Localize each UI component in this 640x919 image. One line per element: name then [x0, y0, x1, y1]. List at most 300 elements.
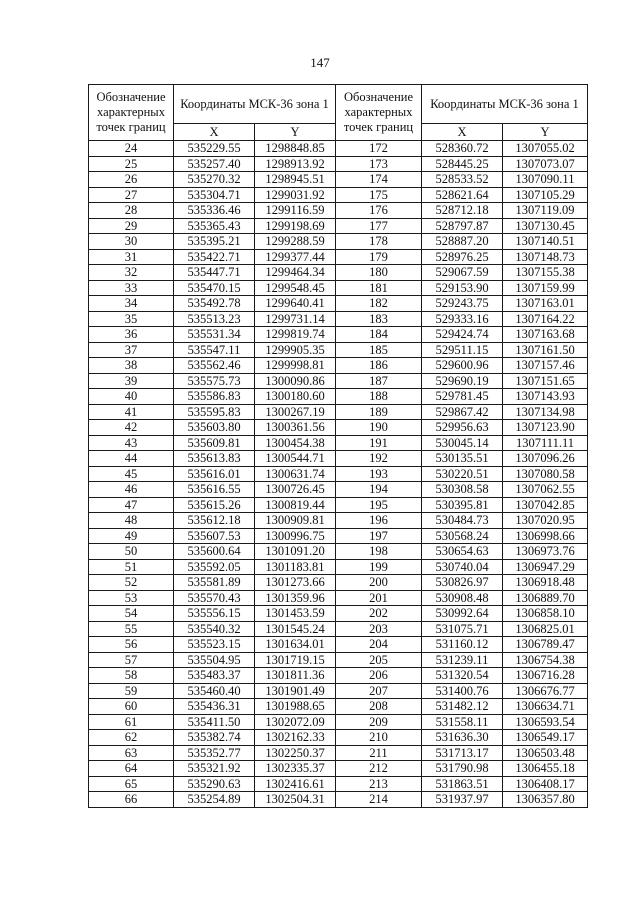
- table-row: [89, 172, 588, 188]
- cell-x-left: 535616.01: [174, 466, 255, 482]
- cell-point-left: 56: [89, 637, 174, 653]
- cell-point-left: 46: [89, 482, 174, 498]
- cell-point-right: 202: [336, 606, 422, 622]
- cell-point-left: 66: [89, 792, 174, 808]
- cell-x-left: 535382.74: [174, 730, 255, 746]
- cell-y-left: 1299905.35: [255, 342, 336, 358]
- cell-x-left: 535504.95: [174, 652, 255, 668]
- cell-y-right: 1307055.02: [503, 141, 588, 157]
- cell-x-left: 535609.81: [174, 435, 255, 451]
- cell-x-left: 535562.46: [174, 358, 255, 374]
- cell-point-left: 49: [89, 528, 174, 544]
- table-row: [89, 559, 588, 575]
- cell-point-left: 60: [89, 699, 174, 715]
- cell-x-right: 528445.25: [422, 156, 503, 172]
- cell-point-right: 196: [336, 513, 422, 529]
- cell-point-left: 62: [89, 730, 174, 746]
- cell-y-left: 1299819.74: [255, 327, 336, 343]
- cell-point-right: 205: [336, 652, 422, 668]
- cell-y-right: 1306634.71: [503, 699, 588, 715]
- cell-point-left: 24: [89, 141, 174, 157]
- cell-point-right: 192: [336, 451, 422, 467]
- cell-x-left: 535547.11: [174, 342, 255, 358]
- cell-point-left: 29: [89, 218, 174, 234]
- table-row: [89, 637, 588, 653]
- cell-y-right: 1306455.18: [503, 761, 588, 777]
- cell-y-right: 1307159.99: [503, 280, 588, 296]
- cell-y-right: 1307164.22: [503, 311, 588, 327]
- cell-y-left: 1302162.33: [255, 730, 336, 746]
- table-row: [89, 280, 588, 296]
- cell-x-right: 529867.42: [422, 404, 503, 420]
- cell-y-left: 1298945.51: [255, 172, 336, 188]
- table-row: [89, 358, 588, 374]
- cell-x-left: 535612.18: [174, 513, 255, 529]
- cell-x-right: 528712.18: [422, 203, 503, 219]
- cell-point-left: 51: [89, 559, 174, 575]
- cell-x-left: 535436.31: [174, 699, 255, 715]
- cell-x-left: 535540.32: [174, 621, 255, 637]
- cell-y-left: 1299998.81: [255, 358, 336, 374]
- cell-point-right: 175: [336, 187, 422, 203]
- cell-x-left: 535570.43: [174, 590, 255, 606]
- cell-y-left: 1300726.45: [255, 482, 336, 498]
- cell-x-right: 530654.63: [422, 544, 503, 560]
- cell-y-right: 1307105.29: [503, 187, 588, 203]
- table-row: [89, 482, 588, 498]
- cell-point-right: 179: [336, 249, 422, 265]
- cell-x-left: 535483.37: [174, 668, 255, 684]
- cell-x-left: 535613.83: [174, 451, 255, 467]
- cell-point-left: 37: [89, 342, 174, 358]
- cell-y-right: 1307096.26: [503, 451, 588, 467]
- cell-x-right: 529956.63: [422, 420, 503, 436]
- table-row: [89, 311, 588, 327]
- cell-y-left: 1299288.59: [255, 234, 336, 250]
- table-row: [89, 761, 588, 777]
- table-row: [89, 420, 588, 436]
- cell-point-right: 190: [336, 420, 422, 436]
- cell-y-right: 1307042.85: [503, 497, 588, 513]
- cell-point-right: 183: [336, 311, 422, 327]
- cell-x-right: 531713.17: [422, 745, 503, 761]
- cell-y-left: 1300180.60: [255, 389, 336, 405]
- cell-point-right: 211: [336, 745, 422, 761]
- table-row: [89, 730, 588, 746]
- cell-y-left: 1302250.37: [255, 745, 336, 761]
- cell-y-left: 1300267.19: [255, 404, 336, 420]
- cell-y-right: 1306716.28: [503, 668, 588, 684]
- cell-x-right: 531320.54: [422, 668, 503, 684]
- cell-y-right: 1306754.38: [503, 652, 588, 668]
- cell-x-left: 535395.21: [174, 234, 255, 250]
- coords-group-header-right: Координаты МСК-36 зона 1: [422, 85, 588, 124]
- table-row: [89, 497, 588, 513]
- cell-x-right: 531239.11: [422, 652, 503, 668]
- cell-point-right: 214: [336, 792, 422, 808]
- page-number: 147: [310, 55, 330, 70]
- cell-y-right: 1307020.95: [503, 513, 588, 529]
- cell-y-right: 1306503.48: [503, 745, 588, 761]
- table-row: [89, 699, 588, 715]
- cell-y-left: 1301634.01: [255, 637, 336, 653]
- cell-x-right: 530220.51: [422, 466, 503, 482]
- table-row: [89, 590, 588, 606]
- cell-x-left: 535607.53: [174, 528, 255, 544]
- cell-y-left: 1299640.41: [255, 296, 336, 312]
- cell-y-left: 1302072.09: [255, 714, 336, 730]
- cell-x-left: 535523.15: [174, 637, 255, 653]
- cell-y-right: 1307130.45: [503, 218, 588, 234]
- cell-point-right: 187: [336, 373, 422, 389]
- cell-point-right: 209: [336, 714, 422, 730]
- cell-y-right: 1307148.73: [503, 249, 588, 265]
- table-row: [89, 203, 588, 219]
- cell-x-left: 535254.89: [174, 792, 255, 808]
- table-row: [89, 404, 588, 420]
- cell-point-left: 44: [89, 451, 174, 467]
- cell-point-left: 43: [89, 435, 174, 451]
- table-row: [89, 652, 588, 668]
- cell-point-right: 199: [336, 559, 422, 575]
- cell-point-left: 36: [89, 327, 174, 343]
- cell-y-right: 1307073.07: [503, 156, 588, 172]
- cell-y-right: 1306918.48: [503, 575, 588, 591]
- cell-point-right: 177: [336, 218, 422, 234]
- cell-x-left: 535304.71: [174, 187, 255, 203]
- cell-x-right: 531636.30: [422, 730, 503, 746]
- cell-point-left: 54: [89, 606, 174, 622]
- cell-x-right: 531075.71: [422, 621, 503, 637]
- cell-x-right: 529600.96: [422, 358, 503, 374]
- cell-point-left: 25: [89, 156, 174, 172]
- cell-point-right: 213: [336, 776, 422, 792]
- cell-point-left: 53: [89, 590, 174, 606]
- cell-point-right: 188: [336, 389, 422, 405]
- cell-point-left: 65: [89, 776, 174, 792]
- cell-point-left: 48: [89, 513, 174, 529]
- cell-x-right: 529067.59: [422, 265, 503, 281]
- cell-point-right: 194: [336, 482, 422, 498]
- cell-y-right: 1307143.93: [503, 389, 588, 405]
- cell-point-right: 189: [336, 404, 422, 420]
- cell-x-right: 531482.12: [422, 699, 503, 715]
- cell-y-left: 1301545.24: [255, 621, 336, 637]
- cell-x-right: 528887.20: [422, 234, 503, 250]
- cell-y-left: 1301091.20: [255, 544, 336, 560]
- cell-y-left: 1302335.37: [255, 761, 336, 777]
- cell-y-right: 1307140.51: [503, 234, 588, 250]
- cell-point-right: 212: [336, 761, 422, 777]
- cell-point-right: 172: [336, 141, 422, 157]
- cell-point-right: 204: [336, 637, 422, 653]
- cell-y-left: 1302416.61: [255, 776, 336, 792]
- y-header-right: Y: [503, 124, 588, 141]
- cell-x-left: 535229.55: [174, 141, 255, 157]
- cell-point-right: 181: [336, 280, 422, 296]
- cell-point-right: 210: [336, 730, 422, 746]
- cell-x-left: 535586.83: [174, 389, 255, 405]
- cell-x-right: 531790.98: [422, 761, 503, 777]
- table-row: [89, 792, 588, 808]
- cell-y-left: 1300090.86: [255, 373, 336, 389]
- cell-y-left: 1301811.36: [255, 668, 336, 684]
- table-row: [89, 621, 588, 637]
- cell-x-right: 528797.87: [422, 218, 503, 234]
- cell-point-right: 182: [336, 296, 422, 312]
- cell-point-right: 201: [336, 590, 422, 606]
- cell-x-left: 535352.77: [174, 745, 255, 761]
- cell-point-left: 38: [89, 358, 174, 374]
- cell-y-right: 1307119.09: [503, 203, 588, 219]
- cell-x-left: 535270.32: [174, 172, 255, 188]
- cell-x-right: 528533.52: [422, 172, 503, 188]
- table-row: [89, 296, 588, 312]
- cell-point-left: 31: [89, 249, 174, 265]
- cell-x-left: 535603.80: [174, 420, 255, 436]
- table-row: [89, 435, 588, 451]
- table-row: [89, 218, 588, 234]
- cell-point-left: 30: [89, 234, 174, 250]
- cell-y-right: 1306947.29: [503, 559, 588, 575]
- cell-x-left: 535336.46: [174, 203, 255, 219]
- cell-point-right: 207: [336, 683, 422, 699]
- cell-x-right: 531400.76: [422, 683, 503, 699]
- cell-y-left: 1301988.65: [255, 699, 336, 715]
- cell-point-left: 52: [89, 575, 174, 591]
- cell-y-right: 1306789.47: [503, 637, 588, 653]
- cell-x-right: 529511.15: [422, 342, 503, 358]
- cell-x-left: 535531.34: [174, 327, 255, 343]
- cell-x-right: 530308.58: [422, 482, 503, 498]
- point-designation-header-right: Обозначение характерных точек границ: [336, 85, 422, 141]
- cell-y-right: 1307155.38: [503, 265, 588, 281]
- cell-y-right: 1307151.65: [503, 373, 588, 389]
- cell-y-left: 1302504.31: [255, 792, 336, 808]
- cell-point-left: 45: [89, 466, 174, 482]
- cell-x-right: 530395.81: [422, 497, 503, 513]
- cell-x-right: 529153.90: [422, 280, 503, 296]
- cell-y-left: 1298913.92: [255, 156, 336, 172]
- cell-x-left: 535556.15: [174, 606, 255, 622]
- cell-point-left: 63: [89, 745, 174, 761]
- cell-y-right: 1306549.17: [503, 730, 588, 746]
- table-row: [89, 528, 588, 544]
- cell-point-left: 26: [89, 172, 174, 188]
- cell-y-right: 1307080.58: [503, 466, 588, 482]
- table-row: [89, 249, 588, 265]
- cell-y-left: 1301901.49: [255, 683, 336, 699]
- cell-point-right: 186: [336, 358, 422, 374]
- cell-x-right: 530568.24: [422, 528, 503, 544]
- cell-x-right: 529781.45: [422, 389, 503, 405]
- cell-x-right: 531558.11: [422, 714, 503, 730]
- table-row: [89, 776, 588, 792]
- x-header-left: X: [174, 124, 255, 141]
- cell-x-right: 528360.72: [422, 141, 503, 157]
- cell-x-right: 529243.75: [422, 296, 503, 312]
- cell-y-left: 1299464.34: [255, 265, 336, 281]
- cell-point-right: 178: [336, 234, 422, 250]
- cell-y-right: 1306825.01: [503, 621, 588, 637]
- cell-x-left: 535460.40: [174, 683, 255, 699]
- cell-x-left: 535600.64: [174, 544, 255, 560]
- cell-y-left: 1301183.81: [255, 559, 336, 575]
- cell-y-right: 1307123.90: [503, 420, 588, 436]
- table-row: [89, 265, 588, 281]
- cell-x-left: 535492.78: [174, 296, 255, 312]
- cell-y-left: 1300361.56: [255, 420, 336, 436]
- cell-y-left: 1301359.96: [255, 590, 336, 606]
- table-row: [89, 342, 588, 358]
- cell-x-left: 535575.73: [174, 373, 255, 389]
- cell-point-right: 180: [336, 265, 422, 281]
- cell-y-left: 1299731.14: [255, 311, 336, 327]
- cell-y-right: 1306357.80: [503, 792, 588, 808]
- cell-point-right: 206: [336, 668, 422, 684]
- cell-x-right: 528621.64: [422, 187, 503, 203]
- cell-x-left: 535411.50: [174, 714, 255, 730]
- cell-x-right: 531937.97: [422, 792, 503, 808]
- cell-y-right: 1306676.77: [503, 683, 588, 699]
- cell-point-left: 61: [89, 714, 174, 730]
- cell-point-right: 176: [336, 203, 422, 219]
- cell-y-right: 1307062.55: [503, 482, 588, 498]
- y-header-left: Y: [255, 124, 336, 141]
- cell-y-right: 1306973.76: [503, 544, 588, 560]
- cell-y-right: 1307163.68: [503, 327, 588, 343]
- cell-y-left: 1298848.85: [255, 141, 336, 157]
- cell-y-left: 1300819.44: [255, 497, 336, 513]
- table-row: [89, 745, 588, 761]
- cell-y-left: 1299031.92: [255, 187, 336, 203]
- cell-x-left: 535422.71: [174, 249, 255, 265]
- table-row: [89, 327, 588, 343]
- cell-point-left: 27: [89, 187, 174, 203]
- cell-y-left: 1300544.71: [255, 451, 336, 467]
- cell-y-right: 1307161.50: [503, 342, 588, 358]
- table-row: [89, 714, 588, 730]
- cell-point-right: 193: [336, 466, 422, 482]
- cell-point-left: 35: [89, 311, 174, 327]
- cell-x-left: 535470.15: [174, 280, 255, 296]
- cell-y-right: 1306408.17: [503, 776, 588, 792]
- cell-y-right: 1307163.01: [503, 296, 588, 312]
- cell-y-left: 1301273.66: [255, 575, 336, 591]
- cell-point-right: 203: [336, 621, 422, 637]
- cell-x-right: 530992.64: [422, 606, 503, 622]
- cell-x-left: 535290.63: [174, 776, 255, 792]
- cell-x-right: 529333.16: [422, 311, 503, 327]
- cell-x-right: 530135.51: [422, 451, 503, 467]
- cell-point-left: 32: [89, 265, 174, 281]
- cell-point-right: 198: [336, 544, 422, 560]
- table-row: [89, 606, 588, 622]
- table-row: [89, 187, 588, 203]
- cell-point-right: 173: [336, 156, 422, 172]
- cell-x-right: 530740.04: [422, 559, 503, 575]
- table-row: [89, 683, 588, 699]
- x-header-right: X: [422, 124, 503, 141]
- cell-point-left: 59: [89, 683, 174, 699]
- table-row: [89, 451, 588, 467]
- cell-y-right: 1306998.66: [503, 528, 588, 544]
- cell-y-left: 1300631.74: [255, 466, 336, 482]
- cell-x-right: 531863.51: [422, 776, 503, 792]
- cell-y-right: 1307157.46: [503, 358, 588, 374]
- table-row: [89, 466, 588, 482]
- cell-point-left: 42: [89, 420, 174, 436]
- table-row: [89, 668, 588, 684]
- cell-y-left: 1300454.38: [255, 435, 336, 451]
- cell-y-right: 1306858.10: [503, 606, 588, 622]
- cell-x-left: 535581.89: [174, 575, 255, 591]
- cell-x-left: 535257.40: [174, 156, 255, 172]
- cell-x-left: 535447.71: [174, 265, 255, 281]
- cell-x-left: 535365.43: [174, 218, 255, 234]
- cell-point-left: 57: [89, 652, 174, 668]
- cell-x-right: 530908.48: [422, 590, 503, 606]
- cell-y-right: 1307090.11: [503, 172, 588, 188]
- table-row: [89, 544, 588, 560]
- cell-point-left: 64: [89, 761, 174, 777]
- cell-x-right: 531160.12: [422, 637, 503, 653]
- cell-y-left: 1299116.59: [255, 203, 336, 219]
- cell-y-left: 1299198.69: [255, 218, 336, 234]
- table-row: [89, 156, 588, 172]
- coords-group-header-left: Координаты МСК-36 зона 1: [174, 85, 336, 124]
- cell-point-right: 195: [336, 497, 422, 513]
- table-row: [89, 389, 588, 405]
- cell-x-right: 528976.25: [422, 249, 503, 265]
- cell-y-right: 1307134.98: [503, 404, 588, 420]
- cell-x-right: 530045.14: [422, 435, 503, 451]
- cell-y-left: 1301719.15: [255, 652, 336, 668]
- cell-x-right: 530484.73: [422, 513, 503, 529]
- point-designation-header-left: Обозначение характерных точек границ: [89, 85, 174, 141]
- cell-point-left: 34: [89, 296, 174, 312]
- cell-point-left: 41: [89, 404, 174, 420]
- table-body: [89, 141, 588, 808]
- cell-x-left: 535592.05: [174, 559, 255, 575]
- cell-point-right: 197: [336, 528, 422, 544]
- cell-x-right: 529690.19: [422, 373, 503, 389]
- cell-point-left: 47: [89, 497, 174, 513]
- cell-x-left: 535321.92: [174, 761, 255, 777]
- table-row: [89, 141, 588, 157]
- cell-point-left: 55: [89, 621, 174, 637]
- cell-y-left: 1300996.75: [255, 528, 336, 544]
- cell-point-left: 28: [89, 203, 174, 219]
- cell-point-right: 174: [336, 172, 422, 188]
- cell-point-right: 200: [336, 575, 422, 591]
- coordinates-table: [88, 84, 588, 808]
- cell-point-right: 184: [336, 327, 422, 343]
- cell-x-left: 535616.55: [174, 482, 255, 498]
- cell-x-left: 535513.23: [174, 311, 255, 327]
- cell-point-left: 58: [89, 668, 174, 684]
- cell-x-left: 535595.83: [174, 404, 255, 420]
- cell-y-left: 1299377.44: [255, 249, 336, 265]
- cell-point-left: 50: [89, 544, 174, 560]
- cell-point-left: 39: [89, 373, 174, 389]
- cell-y-right: 1306889.70: [503, 590, 588, 606]
- table-row: [89, 513, 588, 529]
- cell-point-left: 40: [89, 389, 174, 405]
- cell-y-right: 1307111.11: [503, 435, 588, 451]
- cell-point-left: 33: [89, 280, 174, 296]
- cell-y-left: 1299548.45: [255, 280, 336, 296]
